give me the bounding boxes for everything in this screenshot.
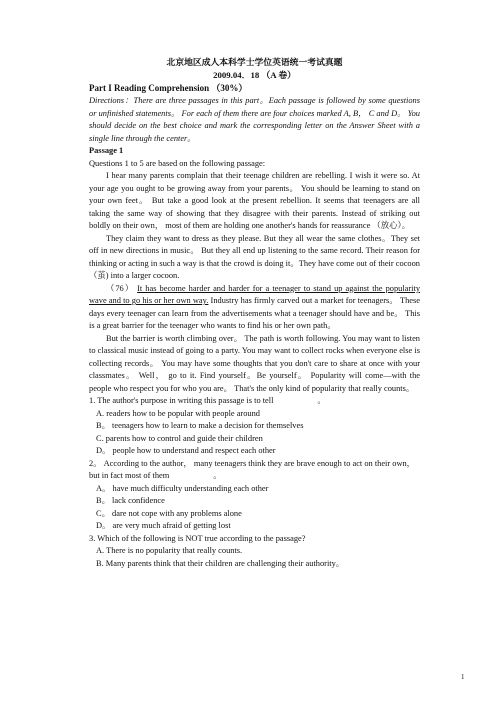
option-a: A。 have much difficulty understanding each other [96,483,269,493]
option-c: C. parents how to control and guide their children [96,433,263,443]
passage-label: Passage 1 [89,146,124,155]
option-b: B。 teenagers how to learn to make a decision for themselves [96,421,304,430]
directions: Directions：There are three passages in this part。Each passage is followed by some questions or unfinished statements。 For each of them there are four choices marked A, B， C and D。 You should decide on the best choice and mark the corresponding letter on the Answer Sheet with a single line through the center。 [89,96,420,143]
question-stem: 2。 According to the author， many teenagers think they are brave enough to act on their own， but in fact most of them 。 [89,458,416,480]
question-number-76: （76） [106,283,135,293]
option-a: A. readers how to be popular with people around [96,408,260,418]
passage-paragraph-2: They claim they want to dress as they please. But they all wear the same clothes。They set off in new directions in music。 But they all end up listening to the same record. Their reason for thinking or acting in such a way is that the crowd is doing it。They have come out of their cocoon （茧) into a larger cocoon. [89,233,420,280]
option-c: C。 dare not cope with any problems alone [96,508,242,518]
page-number: 1 [461,673,465,681]
option-b: B。 lack confidence [96,496,165,505]
question-2 [89,458,420,533]
question-3 [89,533,420,571]
passage-paragraph-1: I hear many parents complain that their teenage children are rebelling. I wish it were so. At your age you ought to be growing away from your parents。 You should be learning to stand on your own feet。 But take a good look at the present rebellion. It seems that teenagers are all taking the same way of showing that they disagree with their parents. Instead of striking out boldly on their own， most of them are holding one another's hands for reassurance （放心）。 [89,171,420,230]
question-stem: 3. Which of the following is NOT true according to the passage? [89,533,306,543]
passage-paragraph-3 [89,283,420,333]
underlined-translation-sentence: It has become harder and harder for a teenager to stand up against the popularity wave and to go his or her own way. [89,283,421,305]
exam-title: 北京地区成人本科学士学位英语统一考试真题 [166,57,343,67]
paragraph-3-rest: Industry has firmly carved out a market for teenagers。 These days every teenager can learn from the advertisements what a teenager should have and be。 This is a great barrier for the teenager who wants to find his or her own path。 [89,296,420,330]
option-b: B. Many parents think that their children are challenging their authority。 [96,558,345,568]
question-1 [89,395,420,458]
option-d: D。 are very much afraid of getting lost [96,521,231,530]
option-a: A. There is no popularity that really counts. [96,546,243,555]
option-d: D。 people how to understand and respect each other [96,446,276,455]
part-heading: Part I Reading Comprehension （30%） [89,83,248,93]
passage-intro: Questions 1 to 5 are based on the following passage: [89,158,266,168]
question-stem: 1. The author's purpose in writing this passage is to tell 。 [89,396,326,405]
document-content [89,56,420,570]
passage-paragraph-4: But the barrier is worth climbing over。 The path is worth following. You may want to listen to classical music instead of going to a party. You may want to collect rocks when everyone else is collecting records。 You may have some thoughts that you don't care to share at once with your classmates。 Well， go to it. Find yourself。Be yourself。 Popularity will come—with the people who respect you for who you are。 That's the only kind of popularity that really counts。 [89,333,420,393]
exam-date: 2009.04．18 （A 卷） [213,70,296,80]
